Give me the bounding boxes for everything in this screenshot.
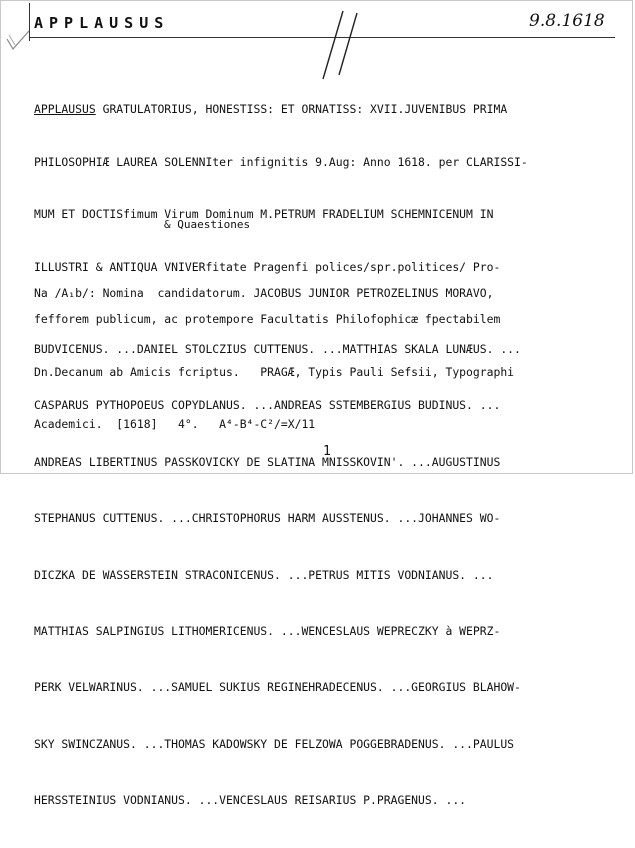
note-line-4: STEPHANUS CUTTENUS. ...CHRISTOPHORUS HARM AUSSTENUS. ...JOHANNES WO- <box>34 511 501 526</box>
note-line-6: MATTHIAS SALPINGIUS LITHOMERICENUS. ...WENCESLAUS WEPRECZKY à WEPRZ- <box>34 623 501 638</box>
entry-line-5: Dn.Decanum ab Amicis fcriptus. PRAGÆ, Typis Pauli Sefsii, Typographi <box>34 364 515 379</box>
note-line-2: CASPARUS PYTHOPOEUS COPYDLANUS. ...ANDREAS SSTEMBERGIUS BUDINUS. ... <box>34 398 501 413</box>
note-line-8: SKY SWINCZANUS. ...THOMAS KADOWSKY DE FELZOWA POGGEBRADENUS. ...PAULUS <box>34 736 515 751</box>
handwritten-check-mark <box>5 29 31 53</box>
page-number: 1 <box>323 444 331 459</box>
note-line-0: Na /A₁b/: Nomina candidatorum. JACOBUS JUNIOR PETROZELINUS MORAVO, <box>34 285 494 300</box>
note-insertion: & Quaestiones <box>164 218 251 231</box>
entry-line-4: fefforem publicum, ac protempore Facultatis Philofophicæ fpectabilem <box>34 312 501 326</box>
entry-line-3: ILLUSTRI & ANTIQUA VNIVERfitate Pragenfi polices/spr.politices/ Pro- <box>34 259 501 274</box>
note-line-1: BUDVICENUS. ...DANIEL STOLCZIUS CUTTENUS. ...MATTHIAS SKALA LUNÆUS. ... <box>34 341 521 356</box>
entry-line-0 <box>34 101 624 119</box>
entry-line-2: MUM ET DOCTISfimum Virum Dominum M.PETRUM FRADELIUM SCHEMNICENUM IN <box>34 207 494 221</box>
note-line-5: DICZKA DE WASSERSTEIN STRACONICENUS. ...PETRUS MITIS VODNIANUS. ... <box>34 567 494 582</box>
handwritten-call-number: 9.8.1618 <box>529 11 605 31</box>
entry-line-1: PHILOSOPHIÆ LAUREA SOLENNIter infignitis 9.Aug: Anno 1618. per CLARISSI- <box>34 154 528 169</box>
entry-line-0-rest: GRATULATORIUS, HONESTISS: ET ORNATISS: XVII.JUVENIBUS PRIMA <box>95 102 508 116</box>
entry-line-6: Academici. [1618] 4°. A⁴-B⁴-C²/=X/11 <box>34 417 316 431</box>
card-heading: APPLAUSUS <box>34 14 170 32</box>
contents-note <box>34 246 624 848</box>
entry-first-word: APPLAUSUS <box>34 102 96 116</box>
note-line-3: ANDREAS LIBERTINUS PASSKOVICKY DE SLATINA MNISSKOVIN'. ...AUGUSTINUS <box>34 454 501 469</box>
note-line-9: HERSSTEINIUS VODNIANUS. ...VENCESLAUS REISARIUS P.PRAGENUS. ... <box>34 793 467 808</box>
card-left-rule <box>29 3 30 41</box>
note-line-7: PERK VELWARINUS. ...SAMUEL SUKIUS REGINEHRADECENUS. ...GEORGIUS BLAHOW- <box>34 680 521 695</box>
